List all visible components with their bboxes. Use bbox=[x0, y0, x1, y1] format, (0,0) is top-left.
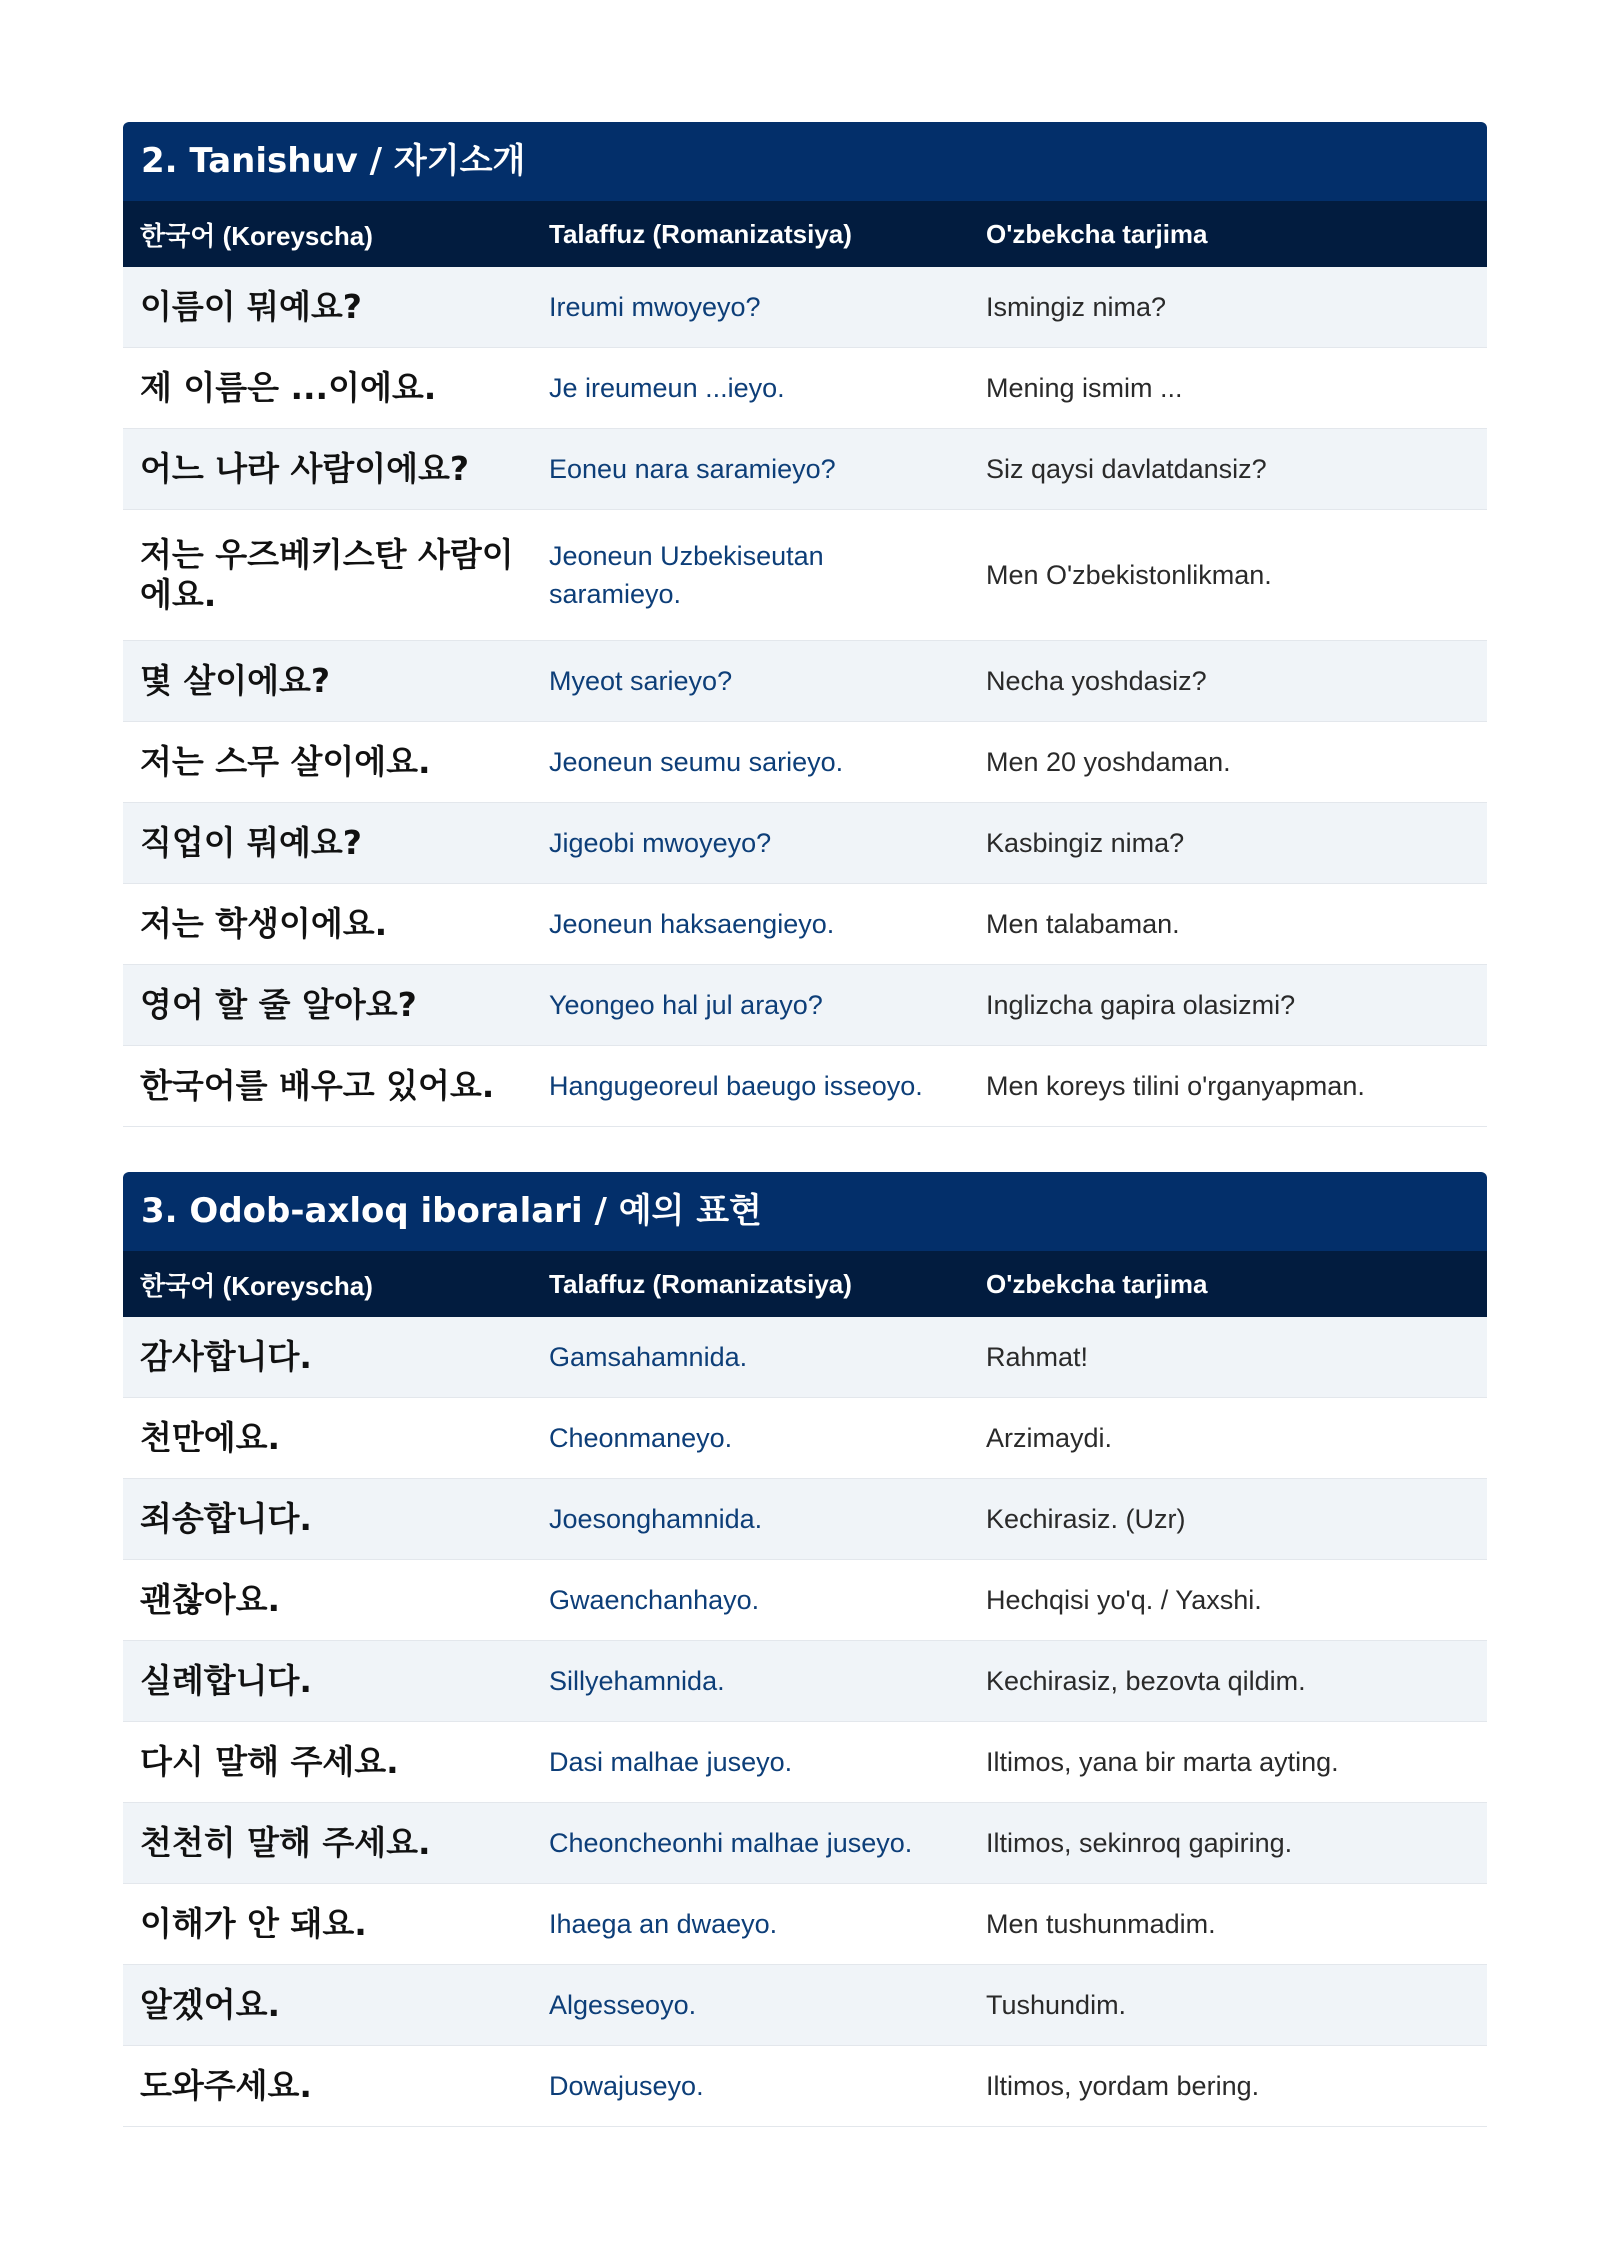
uzbek-translation: Ismingiz nima? bbox=[986, 292, 1167, 322]
korean-phrase: 저는 학생이에요. bbox=[140, 904, 388, 943]
romanization: Je ireumeun ...ieyo. bbox=[549, 373, 785, 403]
romanization: Sillyehamnida. bbox=[549, 1666, 725, 1696]
table-row bbox=[123, 429, 1487, 510]
table-row bbox=[123, 1560, 1487, 1641]
korean-phrase: 천천히 말해 주세요. bbox=[140, 1823, 431, 1862]
uzbek-translation: Mening ismim ... bbox=[986, 373, 1183, 403]
uzbek-translation: Necha yoshdasiz? bbox=[986, 666, 1207, 696]
romanization: Ireumi mwoyeyo? bbox=[549, 292, 761, 322]
table-row bbox=[123, 1803, 1487, 1884]
section-title: 3. Odob-axloq iboralari / 예의 표현 bbox=[123, 1172, 1487, 1251]
header-uzbek: O'zbekcha tarjima bbox=[986, 1268, 1208, 1299]
table-row bbox=[123, 884, 1487, 965]
header-korean: 한국어 (Koreyscha) bbox=[140, 220, 373, 251]
romanization: Algesseoyo. bbox=[549, 1990, 697, 2020]
section-title: 2. Tanishuv / 자기소개 bbox=[123, 122, 1487, 201]
korean-phrase: 도와주세요. bbox=[140, 2066, 312, 2105]
romanization: Dowajuseyo. bbox=[549, 2071, 704, 2101]
uzbek-translation: Hechqisi yo'q. / Yaxshi. bbox=[986, 1585, 1262, 1615]
table-row bbox=[123, 1884, 1487, 1965]
romanization: Cheoncheonhi malhae juseyo. bbox=[549, 1828, 913, 1858]
table-row bbox=[123, 510, 1487, 641]
uzbek-translation: Arzimaydi. bbox=[986, 1423, 1113, 1453]
uzbek-translation: Rahmat! bbox=[986, 1342, 1089, 1372]
korean-phrase: 이름이 뭐예요? bbox=[140, 287, 362, 326]
korean-phrase: 실례합니다. bbox=[140, 1661, 312, 1700]
table-row bbox=[123, 1398, 1487, 1479]
uzbek-translation: Men tushunmadim. bbox=[986, 1909, 1216, 1939]
korean-phrase: 직업이 뭐예요? bbox=[140, 823, 362, 862]
table-row bbox=[123, 722, 1487, 803]
section-etiquette bbox=[123, 1172, 1487, 2127]
uzbek-translation: Iltimos, sekinroq gapiring. bbox=[986, 1828, 1293, 1858]
uzbek-translation: Kechirasiz, bezovta qildim. bbox=[986, 1666, 1306, 1696]
korean-phrase: 저는 우즈베키스탄 사람이에요. bbox=[140, 535, 514, 614]
header-romanization: Talaffuz (Romanizatsiya) bbox=[549, 218, 852, 249]
table-row bbox=[123, 965, 1487, 1046]
korean-phrase: 이해가 안 돼요. bbox=[140, 1904, 367, 1943]
section-introductions bbox=[123, 122, 1487, 1127]
uzbek-translation: Men O'zbekistonlikman. bbox=[986, 560, 1272, 590]
romanization: Ihaega an dwaeyo. bbox=[549, 1909, 778, 1939]
romanization: Yeongeo hal jul arayo? bbox=[549, 990, 823, 1020]
korean-phrase: 천만에요. bbox=[140, 1418, 281, 1457]
header-korean: 한국어 (Koreyscha) bbox=[140, 1270, 373, 1301]
table-row bbox=[123, 267, 1487, 348]
romanization: Gwaenchanhayo. bbox=[549, 1585, 760, 1615]
korean-phrase: 감사합니다. bbox=[140, 1337, 312, 1376]
header-uzbek: O'zbekcha tarjima bbox=[986, 218, 1208, 249]
korean-phrase: 몇 살이에요? bbox=[140, 661, 331, 700]
uzbek-translation: Iltimos, yordam bering. bbox=[986, 2071, 1260, 2101]
table-row bbox=[123, 1722, 1487, 1803]
uzbek-translation: Iltimos, yana bir marta ayting. bbox=[986, 1747, 1339, 1777]
korean-phrase: 죄송합니다. bbox=[140, 1499, 312, 1538]
uzbek-translation: Inglizcha gapira olasizmi? bbox=[986, 990, 1296, 1020]
table-row bbox=[123, 348, 1487, 429]
uzbek-translation: Tushundim. bbox=[986, 1990, 1127, 2020]
table-row bbox=[123, 1317, 1487, 1398]
table-row bbox=[123, 1641, 1487, 1722]
romanization: Jeoneun Uzbekiseutan saramieyo. bbox=[549, 541, 824, 609]
table-header bbox=[123, 1251, 1487, 1317]
romanization: Gamsahamnida. bbox=[549, 1342, 748, 1372]
romanization: Jigeobi mwoyeyo? bbox=[549, 828, 772, 858]
korean-phrase: 다시 말해 주세요. bbox=[140, 1742, 399, 1781]
table-row bbox=[123, 1479, 1487, 1560]
uzbek-translation: Men talabaman. bbox=[986, 909, 1180, 939]
table-row bbox=[123, 1046, 1487, 1127]
korean-phrase: 알겠어요. bbox=[140, 1985, 281, 2024]
korean-phrase: 한국어를 배우고 있어요. bbox=[140, 1066, 495, 1105]
romanization: Jeoneun haksaengieyo. bbox=[549, 909, 835, 939]
romanization: Cheonmaneyo. bbox=[549, 1423, 733, 1453]
uzbek-translation: Kasbingiz nima? bbox=[986, 828, 1185, 858]
uzbek-translation: Men 20 yoshdaman. bbox=[986, 747, 1231, 777]
romanization: Jeoneun seumu sarieyo. bbox=[549, 747, 844, 777]
korean-phrase: 어느 나라 사람이에요? bbox=[140, 449, 470, 488]
romanization: Hangugeoreul baeugo isseoyo. bbox=[549, 1071, 923, 1101]
romanization: Myeot sarieyo? bbox=[549, 666, 733, 696]
uzbek-translation: Kechirasiz. (Uzr) bbox=[986, 1504, 1186, 1534]
table-row bbox=[123, 1965, 1487, 2046]
uzbek-translation: Men koreys tilini o'rganyapman. bbox=[986, 1071, 1365, 1101]
korean-phrase: 저는 스무 살이에요. bbox=[140, 742, 431, 781]
korean-phrase: 제 이름은 ...이에요. bbox=[140, 368, 437, 407]
romanization: Dasi malhae juseyo. bbox=[549, 1747, 793, 1777]
table-row bbox=[123, 803, 1487, 884]
korean-phrase: 영어 할 줄 알아요? bbox=[140, 985, 417, 1024]
table-header bbox=[123, 201, 1487, 267]
korean-phrase: 괜찮아요. bbox=[140, 1580, 281, 1619]
table-row bbox=[123, 2046, 1487, 2127]
uzbek-translation: Siz qaysi davlatdansiz? bbox=[986, 454, 1267, 484]
table-row bbox=[123, 641, 1487, 722]
romanization: Joesonghamnida. bbox=[549, 1504, 763, 1534]
romanization: Eoneu nara saramieyo? bbox=[549, 454, 836, 484]
header-romanization: Talaffuz (Romanizatsiya) bbox=[549, 1268, 852, 1299]
